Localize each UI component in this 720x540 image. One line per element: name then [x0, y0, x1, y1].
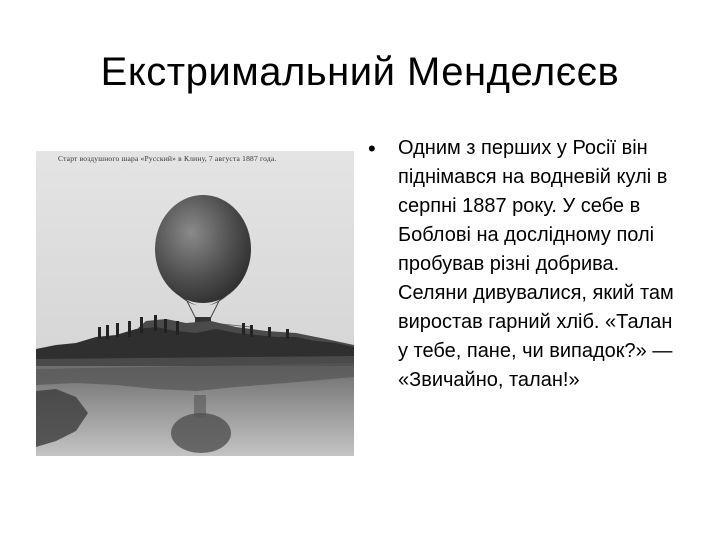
slide-title: Екстримальний Менделєєв [100, 50, 620, 94]
bullet-text: Одним з перших у Росії він піднімався на водневій кулі в серпні 1887 року. У себе в Боблові на дослідному полі пробував різні добрива. Селяни дивувалися, який там виростав гарний хліб. «Талан у тебе, пане, чи випадок?» — «Звичайно, талан!» [398, 137, 674, 391]
balloon-photo [36, 151, 354, 456]
bullet-dot-icon: • [368, 136, 376, 161]
balloon-photo-image [36, 151, 354, 456]
balloon-shape [155, 195, 251, 303]
photo-caption: Старт воздушного шара «Русский» в Клину, 7 августа 1887 года. [58, 154, 277, 163]
